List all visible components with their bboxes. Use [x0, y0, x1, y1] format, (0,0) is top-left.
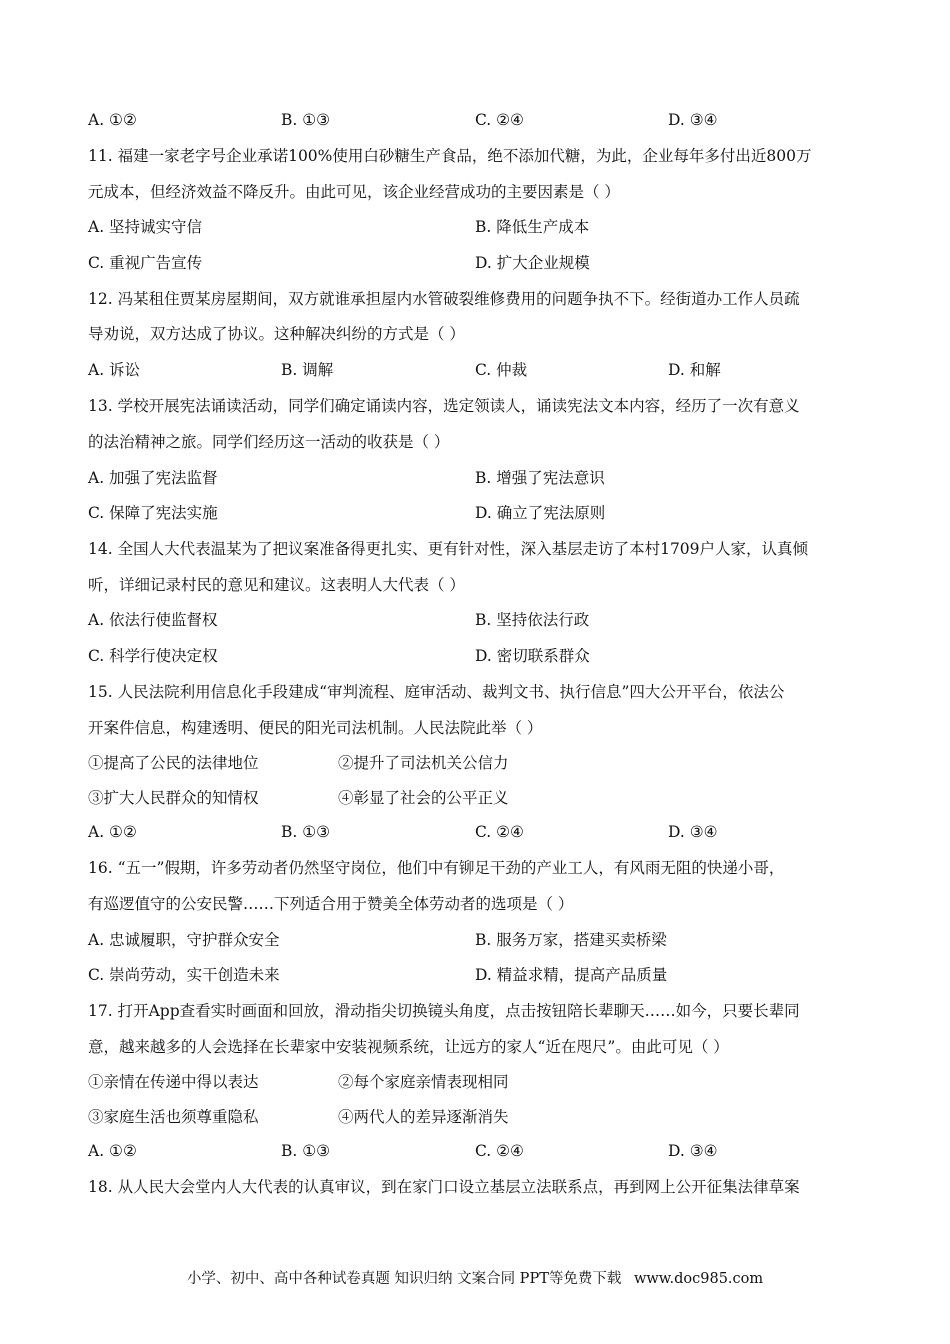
q14-option-b: B. 坚持依法行政	[475, 611, 590, 629]
q11-stem-line-1: 11. 福建一家老字号企业承诺100%使用白砂糖生产食品，绝不添加代糖，为此，企业每年多付出近800万	[88, 147, 812, 165]
q14-stem-line-2: 听，详细记录村民的意见和建议。这表明人大代表（ ）	[88, 576, 465, 594]
q10-option-d: D. ③④	[668, 111, 718, 129]
q18-stem-line-1: 18. 从人民大会堂内人大代表的认真审议，到在家门口设立基层立法联系点，再到网上公开征集法律草案	[88, 1178, 800, 1196]
q13-option-a: A. 加强了宪法监督	[88, 469, 218, 487]
q10-option-b: B. ①③	[281, 111, 331, 129]
q17-statement-2: ②每个家庭亲情表现相同	[338, 1073, 509, 1091]
q17-stem-line-1: 17. 打开App查看实时画面和回放，滑动指尖切换镜头角度，点击按钮陪长辈聊天……如今，只要长辈同	[88, 1002, 800, 1020]
q10-option-c: C. ②④	[475, 111, 524, 129]
q13-option-c: C. 保障了宪法实施	[88, 504, 218, 522]
q10-option-a: A. ①②	[88, 111, 137, 129]
q15-stem-line-2: 开案件信息，构建透明、便民的阳光司法机制。人民法院此举（ ）	[88, 719, 543, 737]
q15-statement-1: ①提高了公民的法律地位	[88, 754, 259, 772]
q12-stem-line-1: 12. 冯某租住贾某房屋期间，双方就谁承担屋内水管破裂维修费用的问题争执不下。经街道办工作人员疏	[88, 290, 800, 308]
q15-option-a: A. ①②	[88, 823, 137, 841]
q17-statement-3: ③家庭生活也须尊重隐私	[88, 1108, 259, 1126]
q17-option-b: B. ①③	[281, 1142, 331, 1160]
footer-url[interactable]: www.doc985.com	[633, 1271, 764, 1287]
q12-option-a: A. 诉讼	[88, 361, 141, 379]
q16-option-d: D. 精益求精，提高产品质量	[475, 966, 668, 984]
q14-option-d: D. 密切联系群众	[475, 647, 590, 665]
q15-stem-line-1: 15. 人民法院利用信息化手段建成“审判流程、庭审活动、裁判文书、执行信息”四大公开平台，依法公	[88, 683, 785, 701]
q12-option-d: D. 和解	[668, 361, 721, 379]
q13-option-b: B. 增强了宪法意识	[475, 469, 605, 487]
q16-stem-line-1: 16. “五一”假期，许多劳动者仍然坚守岗位，他们中有铆足干劲的产业工人，有风雨无阻的快递小哥，	[88, 859, 785, 877]
q13-stem-line-1: 13. 学校开展宪法诵读活动，同学们确定诵读内容，选定领读人，诵读宪法文本内容，经历了一次有意义	[88, 397, 800, 415]
q15-statement-4: ④彰显了社会的公平正义	[338, 789, 509, 807]
q11-stem-line-2: 元成本，但经济效益不降反升。由此可见，该企业经营成功的主要因素是（ ）	[88, 183, 620, 201]
q11-option-c: C. 重视广告宣传	[88, 254, 203, 272]
q15-statement-3: ③扩大人民群众的知情权	[88, 789, 259, 807]
q15-option-c: C. ②④	[475, 823, 524, 841]
q17-option-d: D. ③④	[668, 1142, 718, 1160]
q17-option-a: A. ①②	[88, 1142, 137, 1160]
q14-option-a: A. 依法行使监督权	[88, 611, 218, 629]
q13-option-d: D. 确立了宪法原则	[475, 504, 606, 522]
q17-statement-4: ④两代人的差异逐渐消失	[338, 1108, 509, 1126]
q11-option-a: A. 坚持诚实守信	[88, 218, 203, 236]
q15-option-b: B. ①③	[281, 823, 331, 841]
q16-option-a: A. 忠诚履职，守护群众安全	[88, 931, 280, 949]
q11-option-d: D. 扩大企业规模	[475, 254, 590, 272]
q14-option-c: C. 科学行使决定权	[88, 647, 218, 665]
q16-option-c: C. 崇尚劳动，实干创造未来	[88, 966, 280, 984]
q16-option-b: B. 服务万家，搭建买卖桥梁	[475, 931, 667, 949]
q15-statement-2: ②提升了司法机关公信力	[338, 754, 509, 772]
q16-stem-line-2: 有巡逻值守的公安民警……下列适合用于赞美全体劳动者的选项是（ ）	[88, 895, 574, 913]
q17-stem-line-2: 意，越来越多的人会选择在长辈家中安装视频系统，让远方的家人“近在咫尺”。由此可见（ ）	[88, 1038, 729, 1056]
q12-option-b: B. 调解	[281, 361, 334, 379]
page-footer	[0, 1268, 950, 1290]
q17-statement-1: ①亲情在传递中得以表达	[88, 1073, 259, 1091]
q14-stem-line-1: 14. 全国人大代表温某为了把议案准备得更扎实、更有针对性，深入基层走访了本村1709户人家，认真倾	[88, 540, 809, 558]
q15-option-d: D. ③④	[668, 823, 718, 841]
q17-option-c: C. ②④	[475, 1142, 524, 1160]
q12-option-c: C. 仲裁	[475, 361, 528, 379]
footer-text: 小学、初中、高中各种试卷真题 知识归纳 文案合同 PPT等免费下载	[186, 1271, 622, 1287]
q12-stem-line-2: 导劝说，双方达成了协议。这种解决纠纷的方式是（ ）	[88, 325, 465, 343]
q11-option-b: B. 降低生产成本	[475, 218, 590, 236]
q13-stem-line-2: 的法治精神之旅。同学们经历这一活动的收获是（ ）	[88, 433, 450, 451]
